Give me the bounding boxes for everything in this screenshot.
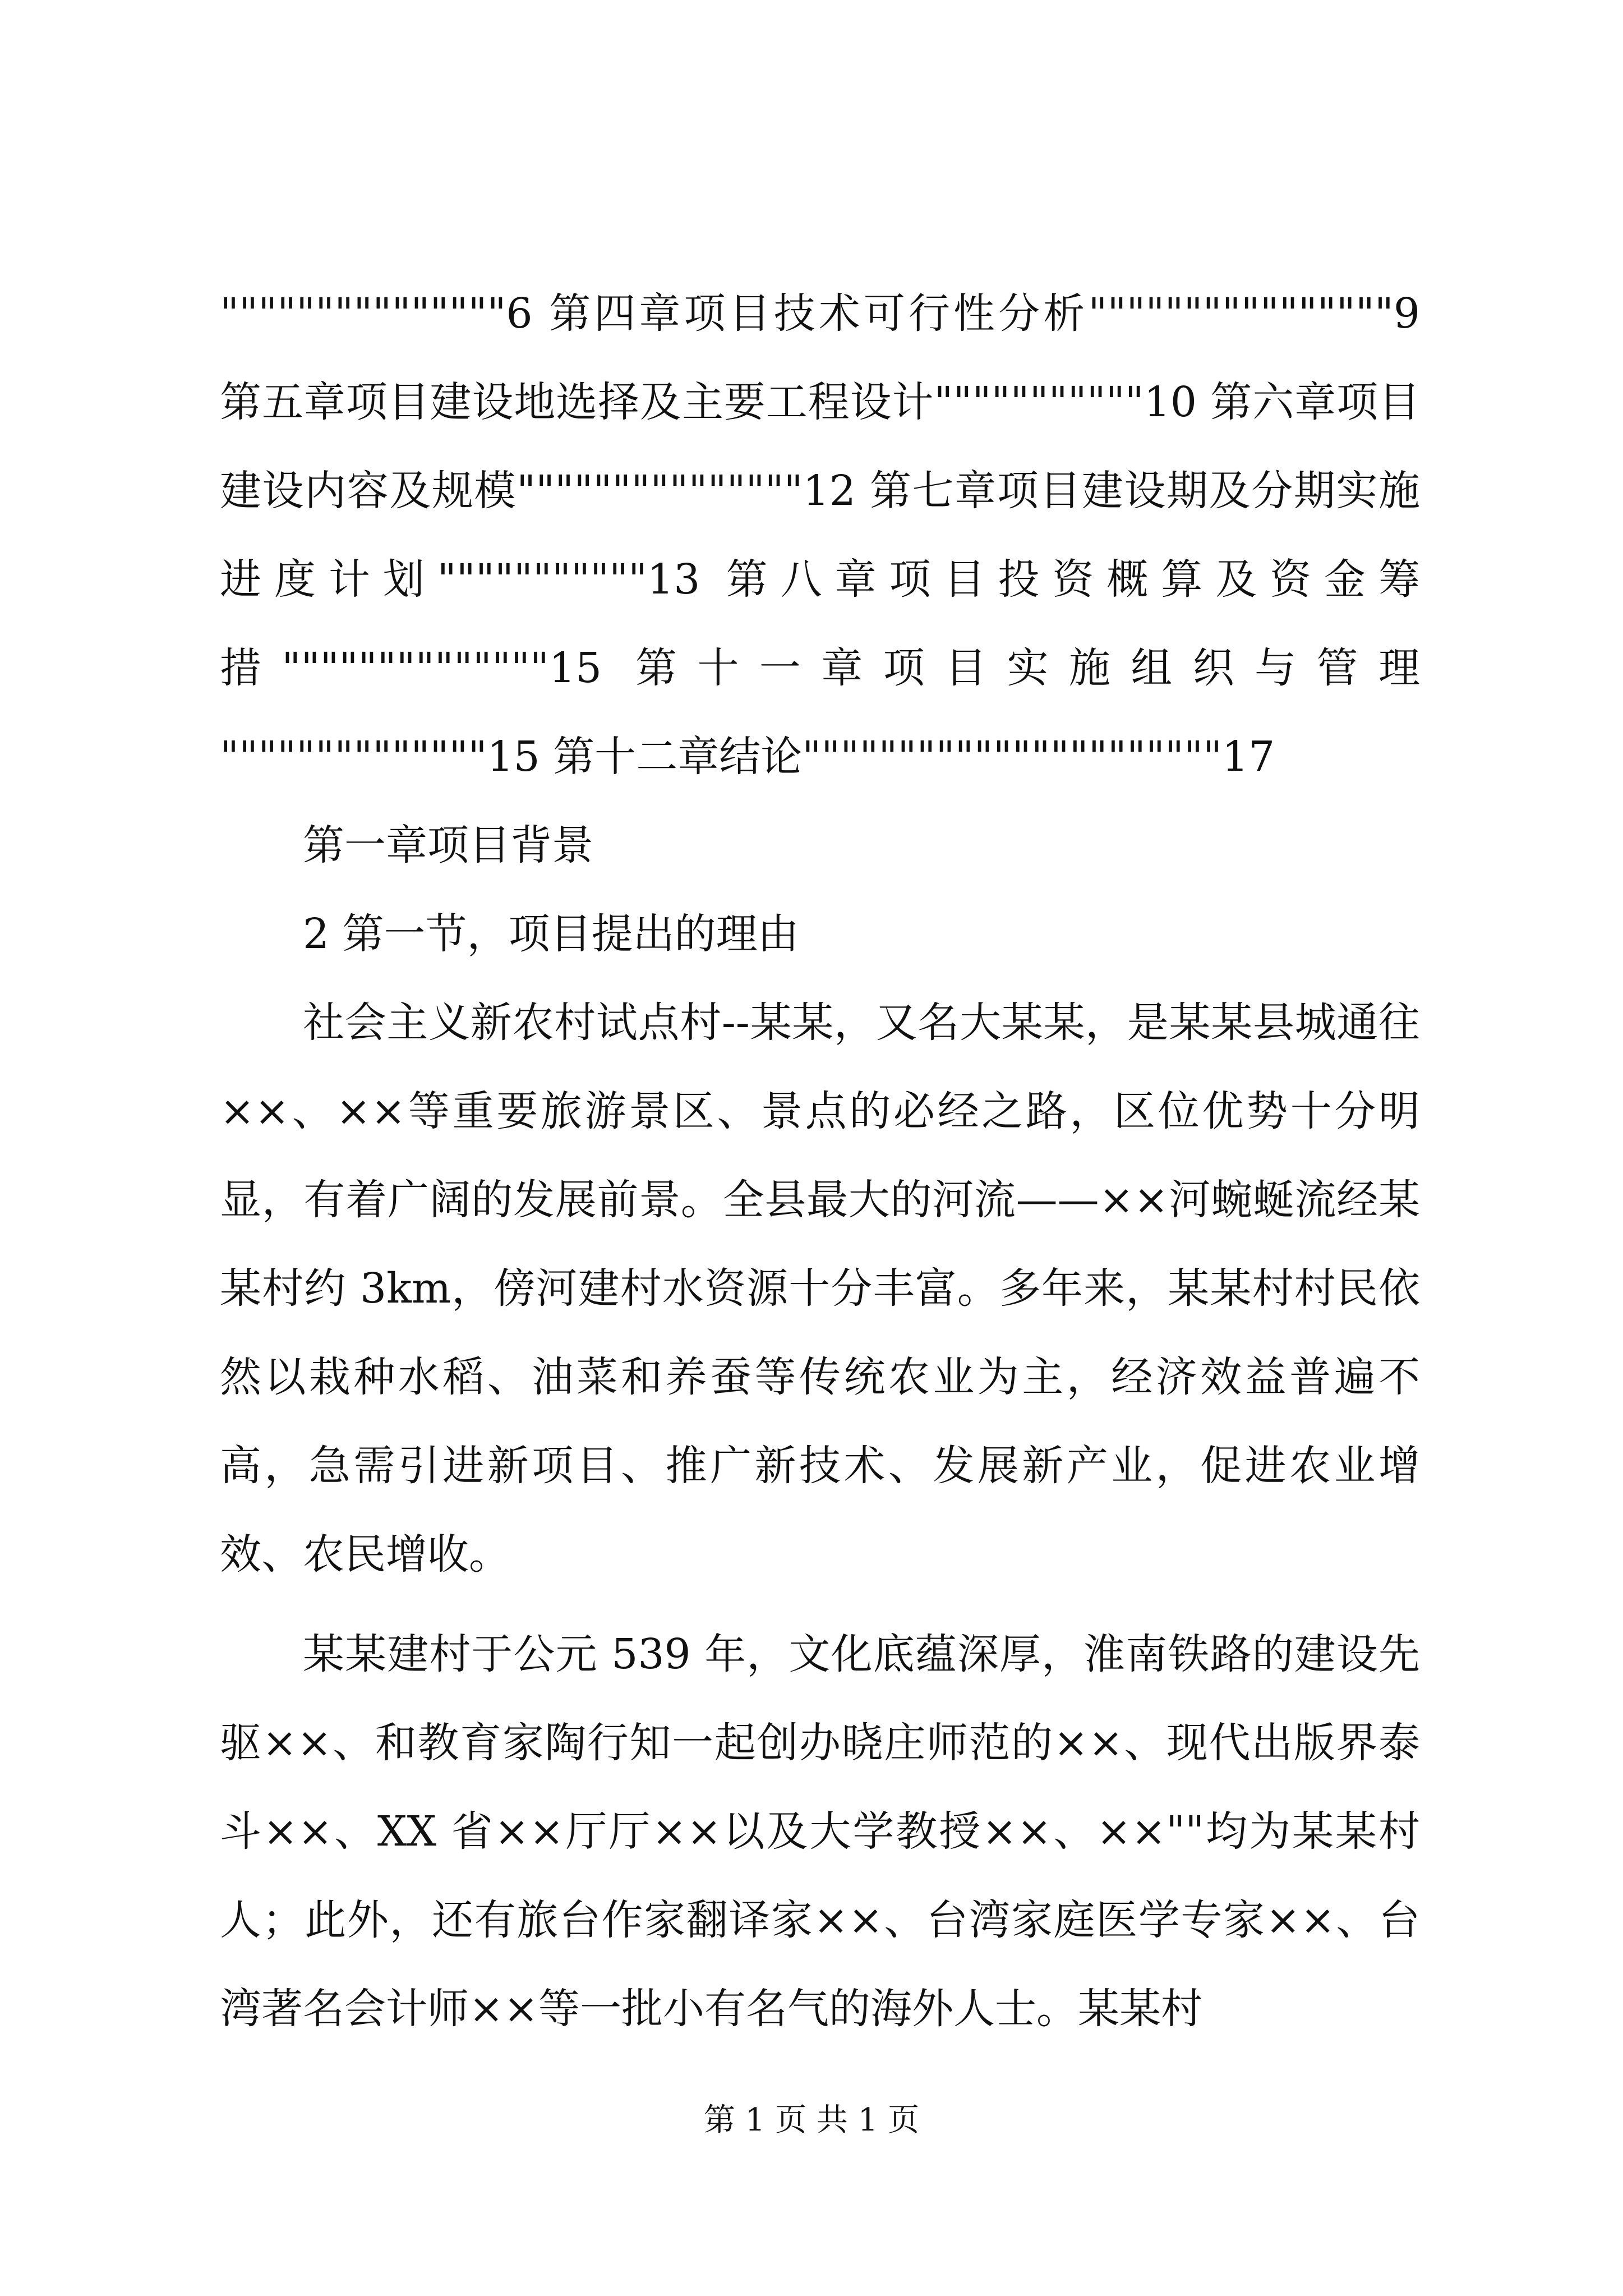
page-footer: 第 1 页 共 1 页 — [703, 2102, 920, 2138]
body-paragraph-1: 社会主义新农村试点村--某某，又名大某某，是某某县城通往××、××等重要旅游景区、景点的必经之路，区位优势十分明显，有着广阔的发展前景。全县最大的河流——××河蜿蜒流经某某村约 3km，傍河建村水资源十分丰富。多年来，某某村村民依然以栽种水稻、油菜和养蚕等传统农业为主，经济效益普遍不高，急需引进新项目、推广新技术、发展新产业，促进农业增效、农民增收。 — [220, 999, 1420, 1579]
document-body — [220, 269, 1420, 2064]
table-of-contents: """""""""""""""6 第四章项目技术可行性分析""""""""""""""""9 第五章项目建设地选择及主要工程设计"""""""""""10 第六章项目建设内容及规模"""""""""""""""12 第七章项目建设期及分期实施进度计划"""""""""""13 第八章项目投资概算及资金筹措""""""""""""""15 第十一章项目实施组织与管理 """"""""""""""15 第十二章结论""""""""""""""""""""""17 — [220, 289, 1420, 781]
chapter-heading: 第一章项目背景 — [303, 821, 593, 869]
section-heading: 2 第一节，项目提出的理由 — [303, 910, 799, 958]
body-paragraph-2: 某某建村于公元 539 年，文化底蕴深厚，淮南铁路的建设先驱××、和教育家陶行知一起创办晓庄师范的××、现代出版界泰斗××、XX 省××厅厅××以及大学教授××、××""均为某某村人；此外，还有旅台作家翻译家××、台湾家庭医学专家××、台湾著名会计师××等一批小有名气的海外人士。某某村 — [220, 1630, 1420, 2033]
